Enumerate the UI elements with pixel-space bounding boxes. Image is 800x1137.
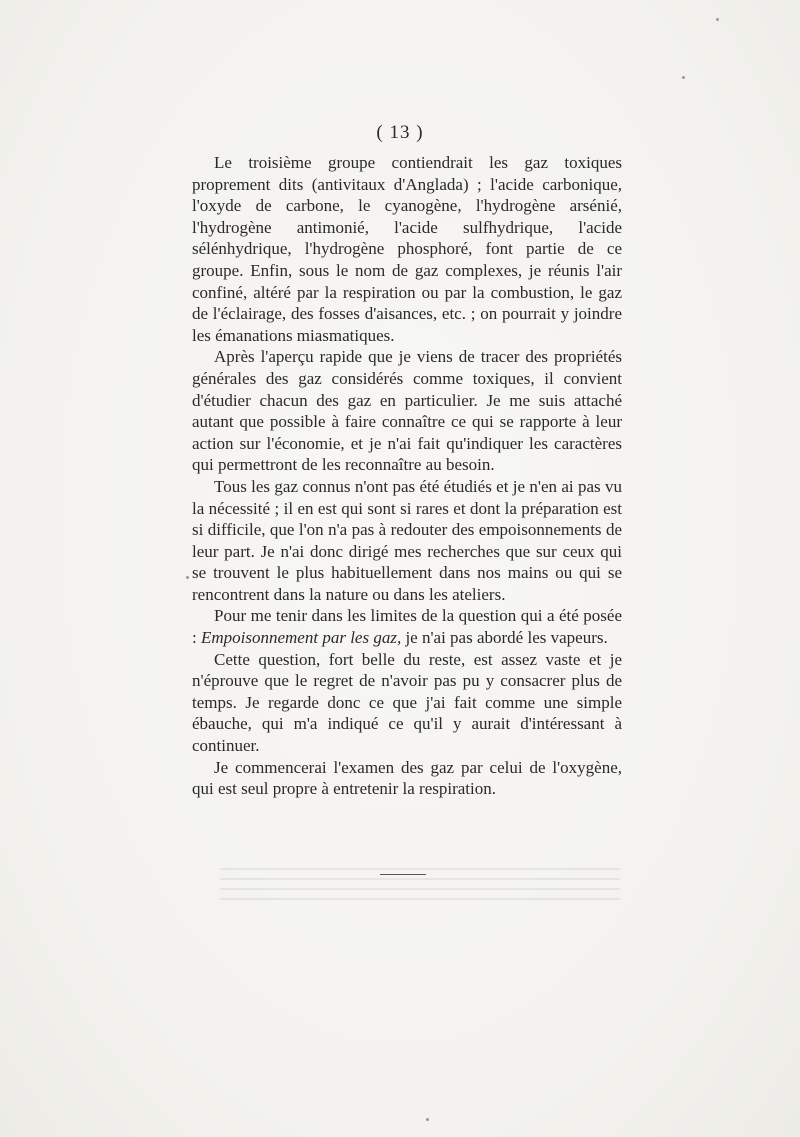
paragraph-4-start: Pour me tenir dans les limites de la question qui a été posée :: [192, 606, 622, 648]
paragraph-1: Le troisième groupe contiendrait les gaz toxiques proprement dits (antivitaux d'Anglada) ; l'acide carbonique, l'oxyde de carbone, le cyanogène, l'hydrogène arsénié, l'hydrogène antimonié, l'acide sulfhydrique, l'acide sélénhydrique, l'hydrogène phosphoré, font partie de ce groupe. Enfin, sous le nom de gaz complexes, je réunis l'air confiné, altéré par la respiration ou par la combustion, le gaz de l'éclairage, des fosses d'aisances, etc. ; on pourrait y joindre les émanations miasmatiques.: [192, 153, 622, 345]
paper-speck: [426, 1118, 429, 1121]
paragraph-4-end: je n'ai pas abordé les vapeurs.: [401, 628, 608, 648]
page-number: ( 13 ): [376, 122, 424, 143]
paragraph-3: Tous les gaz connus n'ont pas été étudiés et je n'en ai pas vu la nécessité ; il en est qui sont si rares et dont la préparation est si difficile, que l'on n'a pas à redouter des empoisonnements de leur part. Je n'ai donc dirigé mes recherches que sur ceux qui se trouvent le plus habituellement dans nos mains ou qui se rencontrent dans la nature ou dans les ateliers.: [192, 476, 622, 604]
paper-speck: [682, 76, 685, 79]
body-text: [192, 152, 622, 800]
paragraph-6: Je commencerai l'examen des gaz par celui de l'oxygène, qui est seul propre à entretenir la respiration.: [192, 757, 622, 799]
italic-title: Empoisonnement par les gaz,: [200, 628, 402, 648]
paragraph-4: [192, 605, 622, 648]
paragraph-5: Cette question, fort belle du reste, est assez vaste et je n'éprouve que le regret de n'avoir pas pu y consacrer plus de temps. Je regarde donc ce que j'ai fait comme une simple ébauche, qui m'a indiqué ce qu'il y aurait d'intéressant à continuer.: [192, 649, 622, 756]
paragraph-2: Après l'aperçu rapide que je viens de tracer des propriétés générales des gaz considérés comme toxiques, il convient d'étudier chacun des gaz en particulier. Je me suis attaché autant que possible à faire connaître ce qui se rapporte à leur action sur l'économie, et je n'ai fait qu'indiquer les caractères qui permettront de les reconnaître au besoin.: [192, 347, 622, 475]
show-through-text: [220, 860, 620, 920]
paper-speck: [716, 18, 719, 21]
paper-speck: [186, 576, 189, 579]
